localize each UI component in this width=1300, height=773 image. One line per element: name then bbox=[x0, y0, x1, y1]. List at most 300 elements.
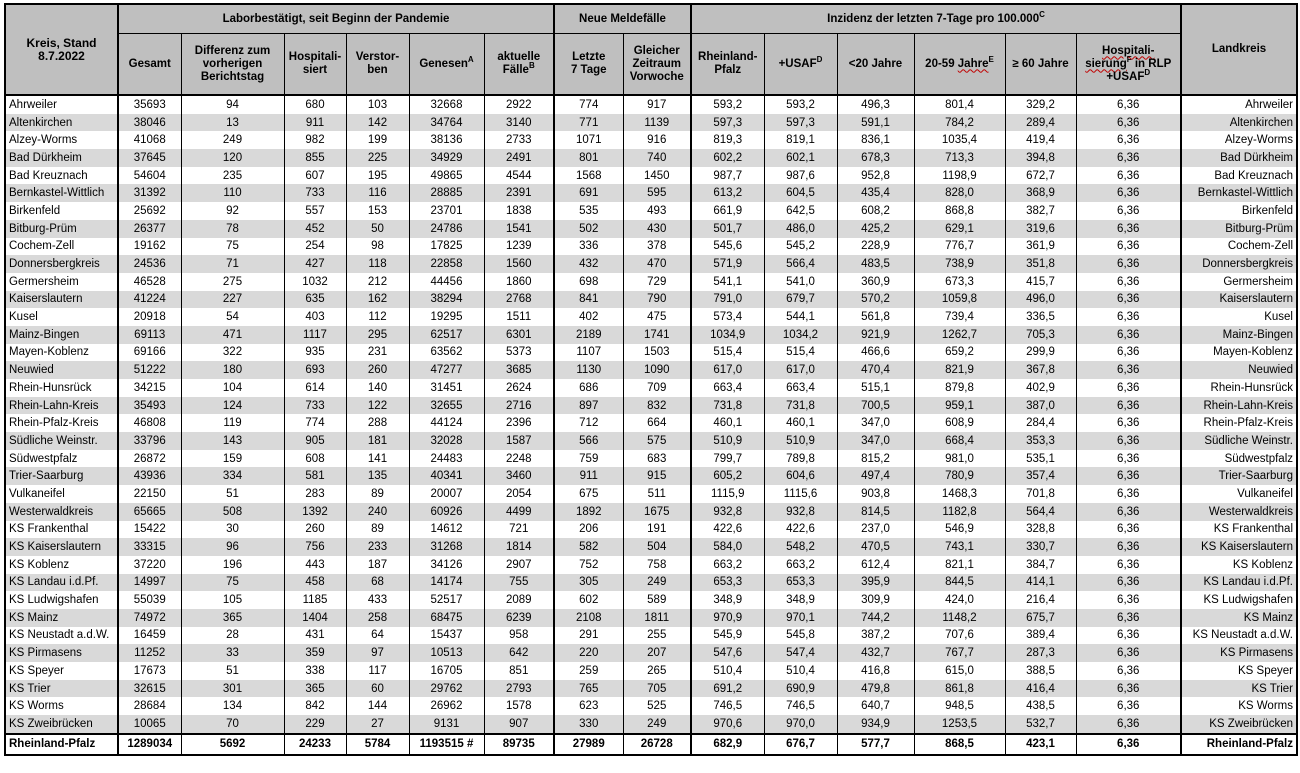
cell-hospitalisiert: 1185 bbox=[284, 591, 346, 609]
cell-vorwoche: 729 bbox=[623, 273, 691, 291]
cell-gesamt: 37645 bbox=[118, 149, 181, 167]
cell-hospitalisiert: 733 bbox=[284, 397, 346, 415]
cell-differenz: 196 bbox=[181, 556, 284, 574]
cell-hospitalisiert: 608 bbox=[284, 450, 346, 468]
cell-gesamt: 26872 bbox=[118, 450, 181, 468]
table-row bbox=[5, 467, 1297, 485]
cell-inzidenz-20-59: 608,9 bbox=[914, 414, 1005, 432]
cell-hospitalisiert: 431 bbox=[284, 627, 346, 645]
col-header-differenz: Differenz zum vorherigen Berichtstag bbox=[181, 34, 284, 96]
cell-hospitalisiert: 680 bbox=[284, 95, 346, 114]
cell-vorwoche: 430 bbox=[623, 220, 691, 238]
cell-inzidenz-ueber-60: 415,7 bbox=[1005, 273, 1076, 291]
cell-kreis-name: Germersheim bbox=[5, 273, 118, 291]
cell-gesamt: 33796 bbox=[118, 432, 181, 450]
cell-inzidenz-usaf: 970,0 bbox=[764, 715, 837, 734]
cell-landkreis-name: KS Zweibrücken bbox=[1181, 715, 1297, 734]
cell-aktuelle-faelle: 2793 bbox=[484, 680, 554, 698]
cell-kreis-name: Ahrweiler bbox=[5, 95, 118, 114]
cell-vorwoche: 832 bbox=[623, 397, 691, 415]
cell-letzte-7-tage: 220 bbox=[554, 644, 623, 662]
cell-verstorben: 112 bbox=[346, 308, 409, 326]
cell-inzidenz-rlp: 597,3 bbox=[691, 114, 764, 132]
cell-inzidenz-usaf: 510,9 bbox=[764, 432, 837, 450]
cell-vorwoche: 1450 bbox=[623, 167, 691, 185]
cell-landkreis-name: Neuwied bbox=[1181, 361, 1297, 379]
cell-inzidenz-usaf: 515,4 bbox=[764, 344, 837, 362]
cell-gesamt: 35693 bbox=[118, 95, 181, 114]
inzidenz-footnote-sup: C bbox=[1039, 9, 1045, 19]
cell-hospitalisierung: 6,36 bbox=[1076, 149, 1181, 167]
cell-aktuelle-faelle: 4499 bbox=[484, 503, 554, 521]
cell-hospitalisiert: 607 bbox=[284, 167, 346, 185]
cell-vorwoche: 917 bbox=[623, 95, 691, 114]
cell-vorwoche: 758 bbox=[623, 556, 691, 574]
cell-inzidenz-usaf: 566,4 bbox=[764, 255, 837, 273]
kreis-stand-line1: Kreis, Stand bbox=[26, 35, 97, 50]
cell-differenz: 5692 bbox=[181, 734, 284, 755]
cell-letzte-7-tage: 911 bbox=[554, 467, 623, 485]
cell-verstorben: 162 bbox=[346, 291, 409, 309]
cell-kreis-name: Cochem-Zell bbox=[5, 238, 118, 256]
cell-aktuelle-faelle: 1587 bbox=[484, 432, 554, 450]
kreis-stand-header bbox=[5, 4, 118, 95]
cell-vorwoche: 493 bbox=[623, 202, 691, 220]
cell-genesen: 14612 bbox=[409, 521, 484, 539]
cell-aktuelle-faelle: 2733 bbox=[484, 131, 554, 149]
cell-kreis-name: KS Trier bbox=[5, 680, 118, 698]
cell-vorwoche: 191 bbox=[623, 521, 691, 539]
table-row bbox=[5, 680, 1297, 698]
cell-letzte-7-tage: 1071 bbox=[554, 131, 623, 149]
cell-inzidenz-unter-20: 387,2 bbox=[837, 627, 914, 645]
cell-differenz: 227 bbox=[181, 291, 284, 309]
cell-differenz: 235 bbox=[181, 167, 284, 185]
cell-inzidenz-unter-20: 483,5 bbox=[837, 255, 914, 273]
cell-hospitalisierung: 6,36 bbox=[1076, 609, 1181, 627]
cell-genesen: 1193515 # bbox=[409, 734, 484, 755]
cell-verstorben: 433 bbox=[346, 591, 409, 609]
cell-hospitalisiert: 982 bbox=[284, 131, 346, 149]
cell-hospitalisierung: 6,36 bbox=[1076, 591, 1181, 609]
table-row bbox=[5, 308, 1297, 326]
cell-inzidenz-unter-20: 237,0 bbox=[837, 521, 914, 539]
cell-vorwoche: 26728 bbox=[623, 734, 691, 755]
cell-inzidenz-rlp: 987,7 bbox=[691, 167, 764, 185]
cell-letzte-7-tage: 206 bbox=[554, 521, 623, 539]
cell-inzidenz-ueber-60: 367,8 bbox=[1005, 361, 1076, 379]
cell-letzte-7-tage: 566 bbox=[554, 432, 623, 450]
cell-inzidenz-20-59: 629,1 bbox=[914, 220, 1005, 238]
hospitalisierung-footnote-sup: F bbox=[1126, 54, 1132, 64]
cell-hospitalisierung: 6,36 bbox=[1076, 184, 1181, 202]
cell-verstorben: 288 bbox=[346, 414, 409, 432]
cell-kreis-name: Donnersbergkreis bbox=[5, 255, 118, 273]
group-header-laborbestaetigt: Laborbestätigt, seit Beginn der Pandemie bbox=[118, 4, 554, 34]
cell-inzidenz-ueber-60: 496,0 bbox=[1005, 291, 1076, 309]
cell-landkreis-name: Donnersbergkreis bbox=[1181, 255, 1297, 273]
cell-inzidenz-usaf: 545,2 bbox=[764, 238, 837, 256]
cell-gesamt: 46528 bbox=[118, 273, 181, 291]
cell-vorwoche: 790 bbox=[623, 291, 691, 309]
cell-inzidenz-rlp: 617,0 bbox=[691, 361, 764, 379]
cell-inzidenz-usaf: 789,8 bbox=[764, 450, 837, 468]
cell-genesen: 26962 bbox=[409, 697, 484, 715]
cell-aktuelle-faelle: 2054 bbox=[484, 485, 554, 503]
cell-genesen: 24483 bbox=[409, 450, 484, 468]
table-row bbox=[5, 326, 1297, 344]
cell-hospitalisiert: 338 bbox=[284, 662, 346, 680]
cell-inzidenz-rlp: 1115,9 bbox=[691, 485, 764, 503]
cell-inzidenz-20-59: 868,5 bbox=[914, 734, 1005, 755]
cell-differenz: 104 bbox=[181, 379, 284, 397]
cell-inzidenz-20-59: 424,0 bbox=[914, 591, 1005, 609]
cell-inzidenz-rlp: 663,4 bbox=[691, 379, 764, 397]
cell-gesamt: 43936 bbox=[118, 467, 181, 485]
cell-vorwoche: 1811 bbox=[623, 609, 691, 627]
cell-verstorben: 117 bbox=[346, 662, 409, 680]
cell-landkreis-name: Vulkaneifel bbox=[1181, 485, 1297, 503]
cell-letzte-7-tage: 623 bbox=[554, 697, 623, 715]
cell-aktuelle-faelle: 3685 bbox=[484, 361, 554, 379]
cell-inzidenz-rlp: 970,6 bbox=[691, 715, 764, 734]
cell-gesamt: 10065 bbox=[118, 715, 181, 734]
cell-genesen: 9131 bbox=[409, 715, 484, 734]
cell-kreis-name: Westerwaldkreis bbox=[5, 503, 118, 521]
cell-inzidenz-ueber-60: 414,1 bbox=[1005, 574, 1076, 592]
cell-verstorben: 122 bbox=[346, 397, 409, 415]
cell-genesen: 10513 bbox=[409, 644, 484, 662]
cell-inzidenz-rlp: 547,6 bbox=[691, 644, 764, 662]
cell-inzidenz-usaf: 604,5 bbox=[764, 184, 837, 202]
cell-landkreis-name: Bitburg-Prüm bbox=[1181, 220, 1297, 238]
cell-vorwoche: 511 bbox=[623, 485, 691, 503]
cell-gesamt: 69113 bbox=[118, 326, 181, 344]
table-row bbox=[5, 556, 1297, 574]
table-row bbox=[5, 644, 1297, 662]
cell-differenz: 28 bbox=[181, 627, 284, 645]
cell-inzidenz-unter-20: 952,8 bbox=[837, 167, 914, 185]
table-row bbox=[5, 574, 1297, 592]
cell-hospitalisierung: 6,36 bbox=[1076, 715, 1181, 734]
table-row bbox=[5, 697, 1297, 715]
cell-hospitalisiert: 614 bbox=[284, 379, 346, 397]
cell-landkreis-name: KS Landau i.d.Pf. bbox=[1181, 574, 1297, 592]
cell-gesamt: 35493 bbox=[118, 397, 181, 415]
cell-letzte-7-tage: 1892 bbox=[554, 503, 623, 521]
col-header-unter-20-jahre: <20 Jahre bbox=[837, 34, 914, 96]
covid-statistics-table bbox=[4, 3, 1298, 756]
cell-letzte-7-tage: 502 bbox=[554, 220, 623, 238]
table-row bbox=[5, 114, 1297, 132]
cell-letzte-7-tage: 336 bbox=[554, 238, 623, 256]
cell-gesamt: 28684 bbox=[118, 697, 181, 715]
col-header-hospitalisierung: Hospitali- sierung$^F$ in RLP $+USAF^D$ bbox=[1076, 34, 1181, 96]
cell-hospitalisiert: 1032 bbox=[284, 273, 346, 291]
cell-inzidenz-20-59: 776,7 bbox=[914, 238, 1005, 256]
cell-hospitalisiert: 229 bbox=[284, 715, 346, 734]
cell-inzidenz-usaf: 422,6 bbox=[764, 521, 837, 539]
cell-inzidenz-20-59: 844,5 bbox=[914, 574, 1005, 592]
cell-inzidenz-unter-20: 515,1 bbox=[837, 379, 914, 397]
cell-inzidenz-ueber-60: 329,2 bbox=[1005, 95, 1076, 114]
cell-aktuelle-faelle: 3140 bbox=[484, 114, 554, 132]
cell-letzte-7-tage: 774 bbox=[554, 95, 623, 114]
cell-inzidenz-20-59: 1253,5 bbox=[914, 715, 1005, 734]
cell-gesamt: 41224 bbox=[118, 291, 181, 309]
cell-inzidenz-unter-20: 347,0 bbox=[837, 432, 914, 450]
cell-inzidenz-rlp: 746,5 bbox=[691, 697, 764, 715]
table-body bbox=[5, 95, 1297, 755]
cell-inzidenz-ueber-60: 535,1 bbox=[1005, 450, 1076, 468]
cell-inzidenz-20-59: 738,9 bbox=[914, 255, 1005, 273]
cell-aktuelle-faelle: 4544 bbox=[484, 167, 554, 185]
cell-verstorben: 5784 bbox=[346, 734, 409, 755]
cell-gesamt: 54604 bbox=[118, 167, 181, 185]
cell-landkreis-name: Cochem-Zell bbox=[1181, 238, 1297, 256]
cell-kreis-name: Rhein-Lahn-Kreis bbox=[5, 397, 118, 415]
table-row bbox=[5, 255, 1297, 273]
cell-genesen: 24786 bbox=[409, 220, 484, 238]
cell-differenz: 75 bbox=[181, 574, 284, 592]
cell-verstorben: 295 bbox=[346, 326, 409, 344]
landkreis-header: Landkreis bbox=[1181, 4, 1297, 95]
cell-inzidenz-ueber-60: 357,4 bbox=[1005, 467, 1076, 485]
cell-vorwoche: 470 bbox=[623, 255, 691, 273]
cell-inzidenz-20-59: 739,4 bbox=[914, 308, 1005, 326]
cell-inzidenz-20-59: 780,9 bbox=[914, 467, 1005, 485]
cell-inzidenz-unter-20: 700,5 bbox=[837, 397, 914, 415]
cell-aktuelle-faelle: 2922 bbox=[484, 95, 554, 114]
cell-gesamt: 25692 bbox=[118, 202, 181, 220]
cell-inzidenz-rlp: 661,9 bbox=[691, 202, 764, 220]
cell-inzidenz-unter-20: 836,1 bbox=[837, 131, 914, 149]
cell-genesen: 44124 bbox=[409, 414, 484, 432]
col-header-letzte-7-tage: Letzte 7 Tage bbox=[554, 34, 623, 96]
cell-hospitalisierung: 6,36 bbox=[1076, 644, 1181, 662]
cell-inzidenz-usaf: 932,8 bbox=[764, 503, 837, 521]
cell-letzte-7-tage: 752 bbox=[554, 556, 623, 574]
cell-landkreis-name: Kaiserslautern bbox=[1181, 291, 1297, 309]
cell-landkreis-name: KS Trier bbox=[1181, 680, 1297, 698]
cell-letzte-7-tage: 1130 bbox=[554, 361, 623, 379]
cell-gesamt: 37220 bbox=[118, 556, 181, 574]
cell-verstorben: 135 bbox=[346, 467, 409, 485]
cell-letzte-7-tage: 801 bbox=[554, 149, 623, 167]
cell-aktuelle-faelle: 907 bbox=[484, 715, 554, 734]
cell-kreis-name: Neuwied bbox=[5, 361, 118, 379]
cell-hospitalisiert: 733 bbox=[284, 184, 346, 202]
cell-landkreis-name: KS Mainz bbox=[1181, 609, 1297, 627]
cell-vorwoche: 709 bbox=[623, 379, 691, 397]
cell-inzidenz-unter-20: 497,4 bbox=[837, 467, 914, 485]
cell-gesamt: 51222 bbox=[118, 361, 181, 379]
cell-hospitalisierung: 6,36 bbox=[1076, 397, 1181, 415]
table-row bbox=[5, 167, 1297, 185]
cell-letzte-7-tage: 686 bbox=[554, 379, 623, 397]
cell-landkreis-name: Bad Kreuznach bbox=[1181, 167, 1297, 185]
cell-hospitalisierung: 6,36 bbox=[1076, 485, 1181, 503]
cell-inzidenz-ueber-60: 368,9 bbox=[1005, 184, 1076, 202]
cell-inzidenz-rlp: 819,3 bbox=[691, 131, 764, 149]
cell-inzidenz-usaf: 604,6 bbox=[764, 467, 837, 485]
aktuelle-footnote-sup: B bbox=[528, 61, 535, 71]
cell-kreis-name: KS Kaiserslautern bbox=[5, 538, 118, 556]
cell-inzidenz-20-59: 879,8 bbox=[914, 379, 1005, 397]
cell-inzidenz-20-59: 948,5 bbox=[914, 697, 1005, 715]
cell-hospitalisiert: 693 bbox=[284, 361, 346, 379]
table-header bbox=[5, 4, 1297, 95]
cell-landkreis-name: Trier-Saarburg bbox=[1181, 467, 1297, 485]
table-row bbox=[5, 734, 1297, 755]
cell-letzte-7-tage: 582 bbox=[554, 538, 623, 556]
cell-inzidenz-usaf: 617,0 bbox=[764, 361, 837, 379]
cell-inzidenz-20-59: 784,2 bbox=[914, 114, 1005, 132]
cell-verstorben: 89 bbox=[346, 485, 409, 503]
cell-inzidenz-20-59: 801,4 bbox=[914, 95, 1005, 114]
table-row bbox=[5, 485, 1297, 503]
cell-inzidenz-usaf: 746,5 bbox=[764, 697, 837, 715]
cell-inzidenz-ueber-60: 287,3 bbox=[1005, 644, 1076, 662]
table-row bbox=[5, 379, 1297, 397]
col-header-aktuelle-faelle: aktuelle Fälle$^B$ bbox=[484, 34, 554, 96]
cell-inzidenz-20-59: 659,2 bbox=[914, 344, 1005, 362]
cell-landkreis-name: KS Koblenz bbox=[1181, 556, 1297, 574]
cell-hospitalisiert: 443 bbox=[284, 556, 346, 574]
cell-kreis-name: KS Zweibrücken bbox=[5, 715, 118, 734]
cell-gesamt: 55039 bbox=[118, 591, 181, 609]
cell-landkreis-name: KS Kaiserslautern bbox=[1181, 538, 1297, 556]
cell-inzidenz-20-59: 1198,9 bbox=[914, 167, 1005, 185]
cell-gesamt: 17673 bbox=[118, 662, 181, 680]
cell-kreis-name: Mayen-Koblenz bbox=[5, 344, 118, 362]
cell-genesen: 38136 bbox=[409, 131, 484, 149]
cell-inzidenz-20-59: 861,8 bbox=[914, 680, 1005, 698]
cell-landkreis-name: KS Neustadt a.d.W. bbox=[1181, 627, 1297, 645]
table-row bbox=[5, 627, 1297, 645]
cell-inzidenz-20-59: 546,9 bbox=[914, 521, 1005, 539]
cell-inzidenz-20-59: 767,7 bbox=[914, 644, 1005, 662]
cell-genesen: 60926 bbox=[409, 503, 484, 521]
cell-inzidenz-20-59: 615,0 bbox=[914, 662, 1005, 680]
cell-inzidenz-20-59: 713,3 bbox=[914, 149, 1005, 167]
cell-inzidenz-rlp: 799,7 bbox=[691, 450, 764, 468]
table-row bbox=[5, 450, 1297, 468]
cell-differenz: 120 bbox=[181, 149, 284, 167]
table-row bbox=[5, 397, 1297, 415]
cell-inzidenz-ueber-60: 330,7 bbox=[1005, 538, 1076, 556]
cell-genesen: 49865 bbox=[409, 167, 484, 185]
cell-inzidenz-usaf: 731,8 bbox=[764, 397, 837, 415]
cell-differenz: 71 bbox=[181, 255, 284, 273]
cell-gesamt: 24536 bbox=[118, 255, 181, 273]
cell-differenz: 96 bbox=[181, 538, 284, 556]
cell-hospitalisierung: 6,36 bbox=[1076, 114, 1181, 132]
cell-letzte-7-tage: 330 bbox=[554, 715, 623, 734]
cell-inzidenz-usaf: 653,3 bbox=[764, 574, 837, 592]
cell-differenz: 249 bbox=[181, 131, 284, 149]
cell-kreis-name: Südliche Weinstr. bbox=[5, 432, 118, 450]
cell-inzidenz-unter-20: 347,0 bbox=[837, 414, 914, 432]
cell-vorwoche: 740 bbox=[623, 149, 691, 167]
cell-landkreis-name: Bad Dürkheim bbox=[1181, 149, 1297, 167]
cell-kreis-name: Birkenfeld bbox=[5, 202, 118, 220]
cell-genesen: 52517 bbox=[409, 591, 484, 609]
cell-hospitalisiert: 905 bbox=[284, 432, 346, 450]
cell-inzidenz-unter-20: 435,4 bbox=[837, 184, 914, 202]
table-row bbox=[5, 273, 1297, 291]
cell-landkreis-name: Südwestpfalz bbox=[1181, 450, 1297, 468]
cell-genesen: 34929 bbox=[409, 149, 484, 167]
cell-landkreis-name: KS Frankenthal bbox=[1181, 521, 1297, 539]
table-row bbox=[5, 131, 1297, 149]
cell-landkreis-name: KS Speyer bbox=[1181, 662, 1297, 680]
cell-aktuelle-faelle: 2089 bbox=[484, 591, 554, 609]
cell-letzte-7-tage: 2108 bbox=[554, 609, 623, 627]
cell-aktuelle-faelle: 1541 bbox=[484, 220, 554, 238]
cell-verstorben: 60 bbox=[346, 680, 409, 698]
cell-inzidenz-rlp: 501,7 bbox=[691, 220, 764, 238]
cell-inzidenz-20-59: 743,1 bbox=[914, 538, 1005, 556]
cell-vorwoche: 255 bbox=[623, 627, 691, 645]
cell-differenz: 322 bbox=[181, 344, 284, 362]
cell-inzidenz-usaf: 547,4 bbox=[764, 644, 837, 662]
cell-inzidenz-usaf: 663,2 bbox=[764, 556, 837, 574]
cell-verstorben: 89 bbox=[346, 521, 409, 539]
cell-inzidenz-unter-20: 470,5 bbox=[837, 538, 914, 556]
cell-genesen: 19295 bbox=[409, 308, 484, 326]
table-row bbox=[5, 184, 1297, 202]
cell-kreis-name: KS Neustadt a.d.W. bbox=[5, 627, 118, 645]
cell-landkreis-name: Alzey-Worms bbox=[1181, 131, 1297, 149]
cell-differenz: 75 bbox=[181, 238, 284, 256]
cell-differenz: 51 bbox=[181, 662, 284, 680]
cell-inzidenz-unter-20: 561,8 bbox=[837, 308, 914, 326]
cell-inzidenz-rlp: 545,6 bbox=[691, 238, 764, 256]
cell-differenz: 94 bbox=[181, 95, 284, 114]
cell-inzidenz-rlp: 348,9 bbox=[691, 591, 764, 609]
cell-gesamt: 34215 bbox=[118, 379, 181, 397]
cell-hospitalisiert: 1404 bbox=[284, 609, 346, 627]
cell-hospitalisiert: 1392 bbox=[284, 503, 346, 521]
cell-landkreis-name: Germersheim bbox=[1181, 273, 1297, 291]
cell-hospitalisiert: 283 bbox=[284, 485, 346, 503]
cell-hospitalisierung: 6,36 bbox=[1076, 291, 1181, 309]
cell-inzidenz-20-59: 668,4 bbox=[914, 432, 1005, 450]
cell-landkreis-name: Mainz-Bingen bbox=[1181, 326, 1297, 344]
cell-kreis-name: Rhein-Hunsrück bbox=[5, 379, 118, 397]
cell-genesen: 62517 bbox=[409, 326, 484, 344]
cell-genesen: 14174 bbox=[409, 574, 484, 592]
cell-kreis-name: Südwestpfalz bbox=[5, 450, 118, 468]
table-row bbox=[5, 432, 1297, 450]
cell-inzidenz-ueber-60: 361,9 bbox=[1005, 238, 1076, 256]
cell-gesamt: 46808 bbox=[118, 414, 181, 432]
cell-inzidenz-20-59: 707,6 bbox=[914, 627, 1005, 645]
cell-hospitalisierung: 6,36 bbox=[1076, 680, 1181, 698]
cell-inzidenz-unter-20: 309,9 bbox=[837, 591, 914, 609]
cell-aktuelle-faelle: 2391 bbox=[484, 184, 554, 202]
cell-gesamt: 65665 bbox=[118, 503, 181, 521]
cell-inzidenz-usaf: 510,4 bbox=[764, 662, 837, 680]
cell-inzidenz-usaf: 593,2 bbox=[764, 95, 837, 114]
cell-inzidenz-20-59: 1059,8 bbox=[914, 291, 1005, 309]
cell-vorwoche: 705 bbox=[623, 680, 691, 698]
cell-letzte-7-tage: 2189 bbox=[554, 326, 623, 344]
cell-landkreis-name: KS Ludwigshafen bbox=[1181, 591, 1297, 609]
cell-gesamt: 41068 bbox=[118, 131, 181, 149]
cell-inzidenz-usaf: 602,1 bbox=[764, 149, 837, 167]
